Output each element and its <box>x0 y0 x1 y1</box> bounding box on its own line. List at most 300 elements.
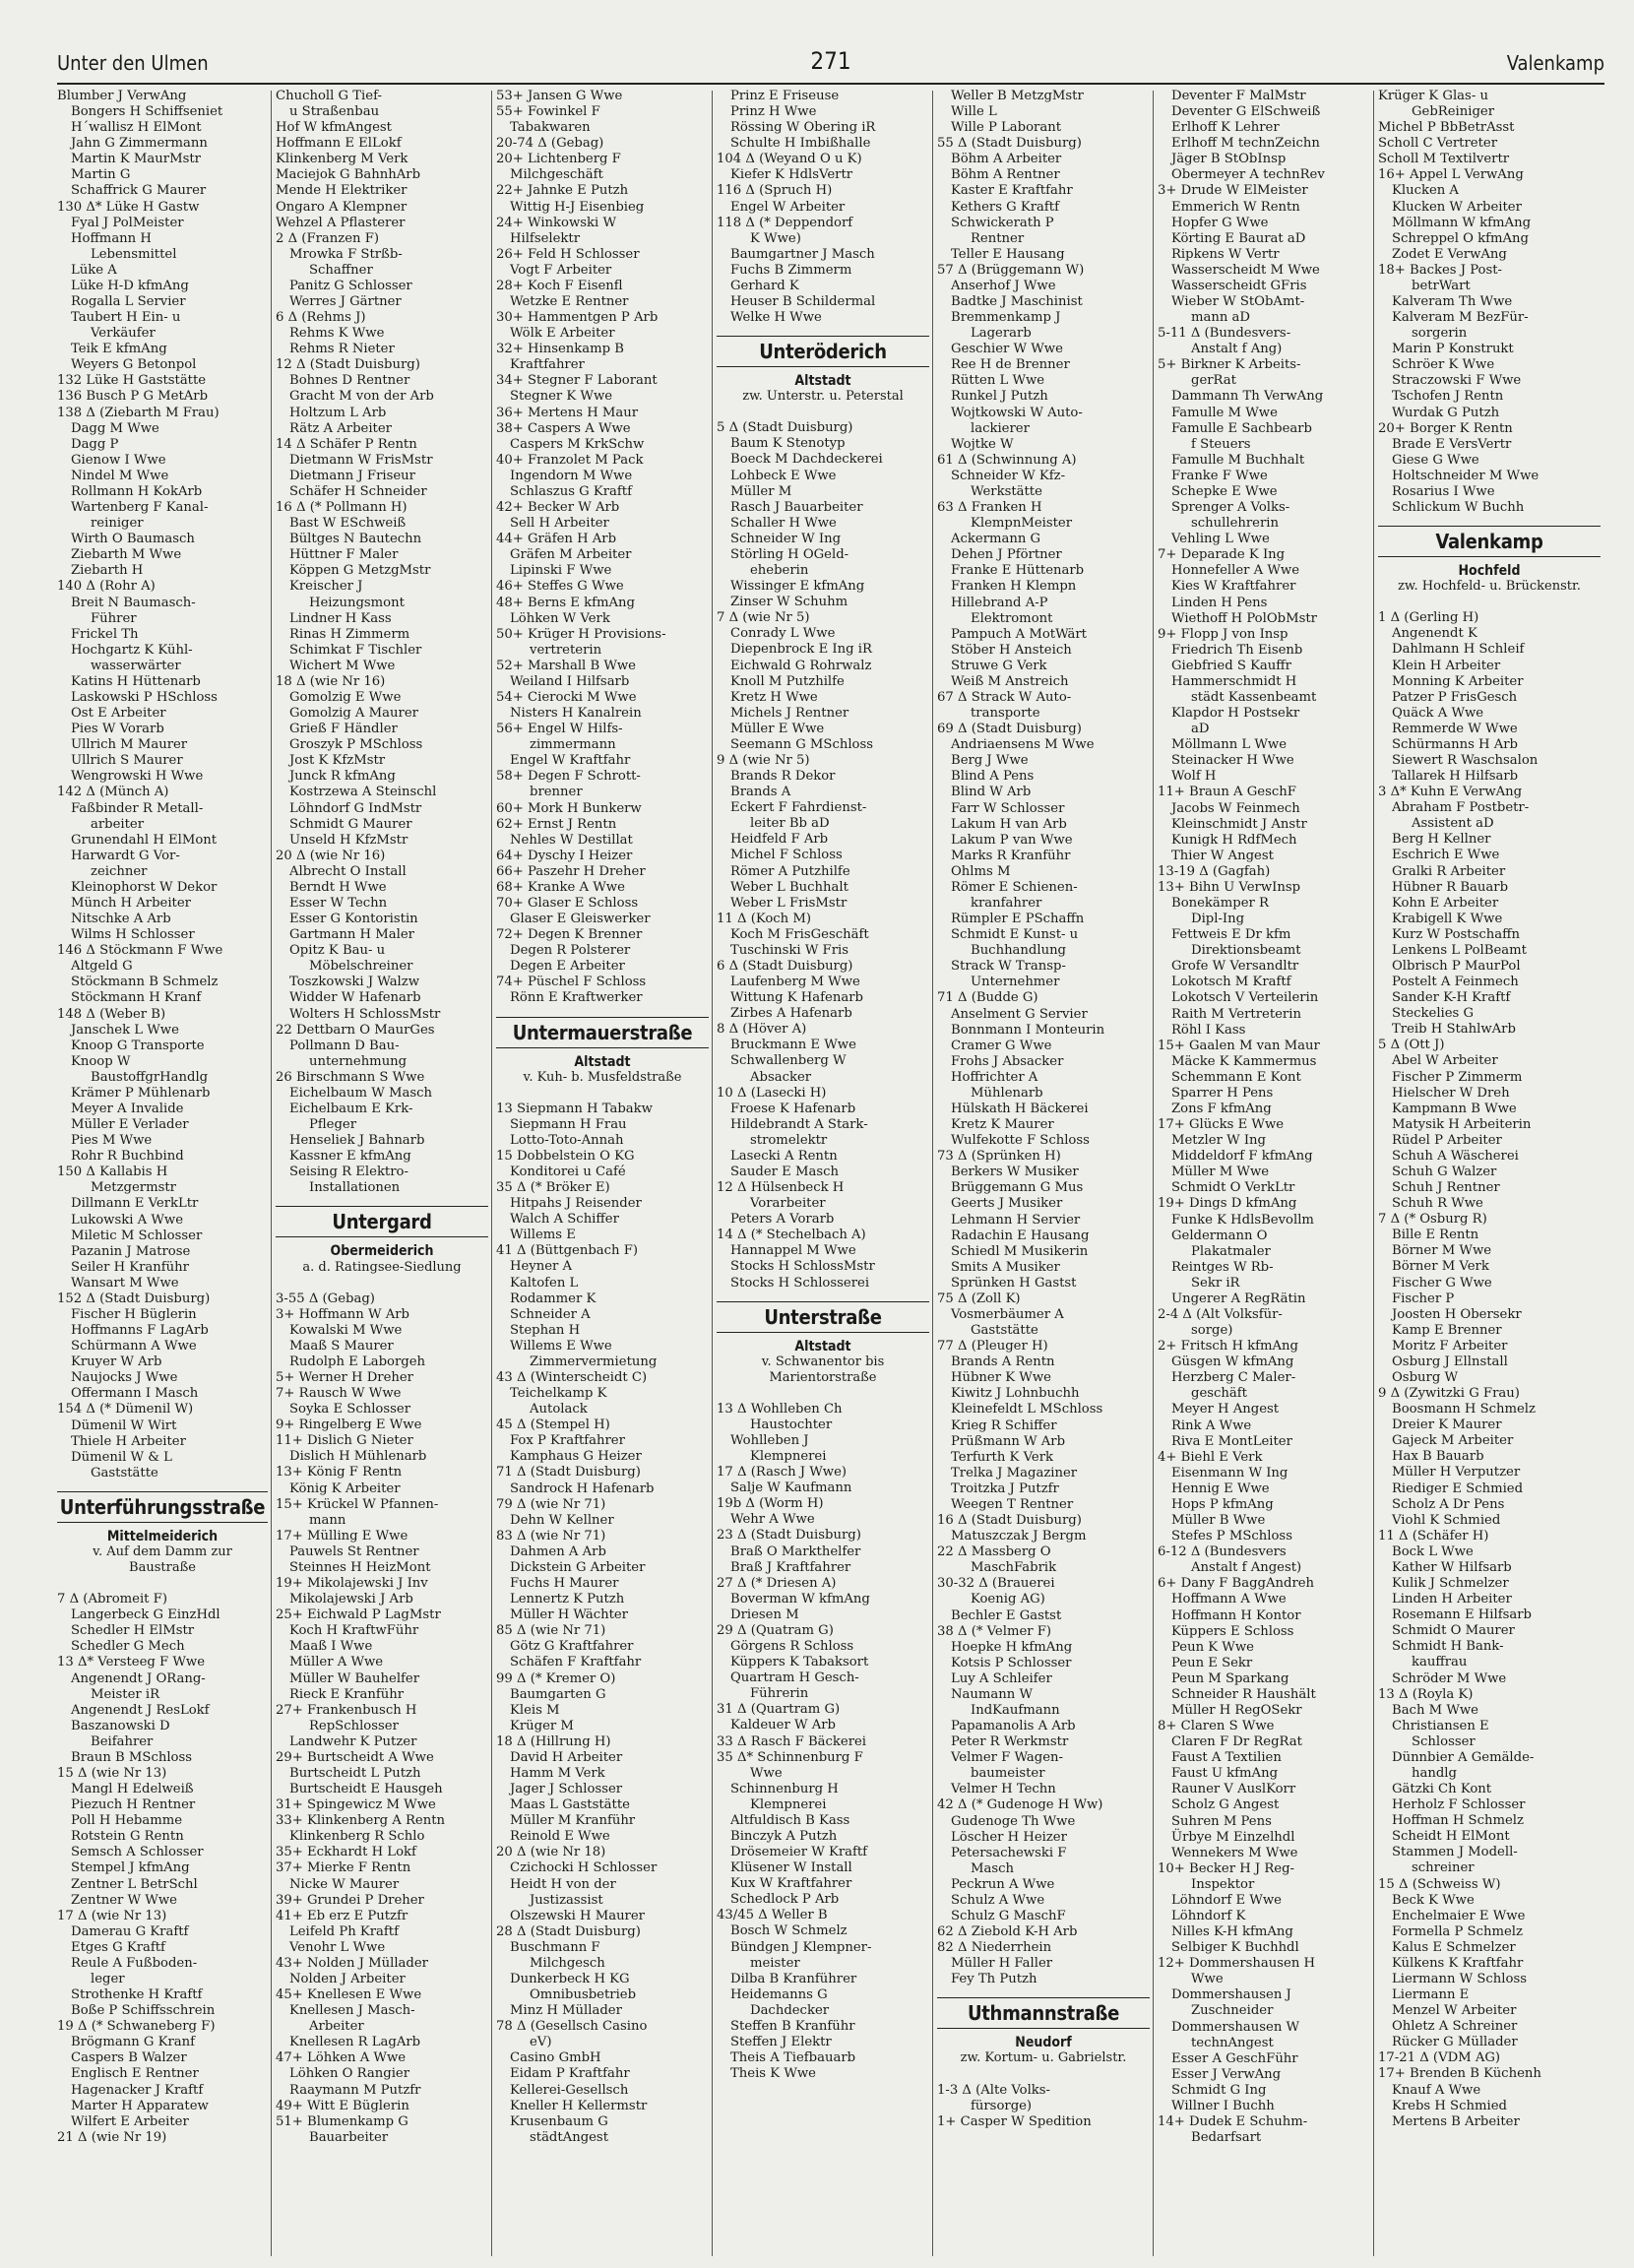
directory-entry: 13 Siepmann H Tabakw <box>496 1101 653 1116</box>
directory-entry: Schwallenberg W <box>730 1053 847 1069</box>
directory-entry: Koch H KraftwFühr <box>289 1623 419 1639</box>
directory-entry: Wissinger E kfmAng <box>730 579 865 595</box>
directory-entry: 19 Δ (* Schwaneberg F) <box>57 2019 216 2035</box>
directory-column <box>496 89 709 2260</box>
directory-entry: Justizassist <box>530 1892 603 1908</box>
directory-entry: Czichocki H Schlosser <box>510 1860 658 1876</box>
directory-entry: Dommershausen J <box>1171 1987 1291 2003</box>
street-heading: Unterstraße <box>717 1301 929 1333</box>
directory-entry: 1-3 Δ (Alte Volks- <box>937 2082 1051 2098</box>
directory-entry: Wojtkowski W Auto- <box>951 405 1083 420</box>
directory-entry: Berndt H Wwe <box>289 879 387 895</box>
street-location-line: zw. Unterstr. u. Peterstal <box>742 389 904 405</box>
directory-entry: Hoepke H kfmAng <box>951 1639 1073 1655</box>
directory-entry: Berkers W Musiker <box>951 1165 1079 1180</box>
directory-entry: Heidt H von der <box>510 1876 616 1892</box>
directory-entry: Jost K KfzMstr <box>289 753 386 769</box>
directory-entry: Ingendorn M Wwe <box>510 468 633 483</box>
directory-entry: Janschek L Wwe <box>71 1022 179 1038</box>
directory-entry: Franke F Wwe <box>1171 468 1268 483</box>
directory-entry: Eckert F Fahrdienst- <box>730 800 867 816</box>
directory-entry: leiter Bb aD <box>750 816 830 832</box>
directory-entry: Maciejok G BahnhArb <box>276 167 421 183</box>
directory-entry: Werres J Gärtner <box>289 294 402 310</box>
directory-entry: Mäcke K Kammermus <box>1171 1053 1317 1069</box>
directory-entry: Löhndorf G IndMstr <box>289 800 422 816</box>
directory-entry: Trelka J Magaziner <box>951 1465 1078 1480</box>
directory-entry: betrWart <box>1412 278 1471 293</box>
directory-entry: Bündgen J Klempner- <box>730 1939 872 1955</box>
directory-entry: Suhren M Pens <box>1171 1813 1272 1829</box>
directory-entry: Schmidt E Kunst- u <box>951 927 1079 943</box>
directory-entry: Knauf A Wwe <box>1392 2082 1481 2098</box>
directory-entry: Kneller H Kellermstr <box>510 2098 648 2113</box>
directory-entry: Struwe G Verk <box>951 658 1047 673</box>
column-divider <box>491 91 492 2256</box>
directory-entry: König K Arbeiter <box>289 1480 401 1496</box>
directory-entry: Steffen J Elektr <box>730 2034 832 2049</box>
directory-entry: Hof W kfmAngest <box>276 120 392 136</box>
directory-entry: Papamanolis A Arb <box>951 1719 1076 1734</box>
directory-entry: Boosmann H Schmelz <box>1392 1402 1536 1418</box>
directory-entry: Fuchs B Zimmerm <box>730 262 852 278</box>
directory-entry: Brands R Dekor <box>730 769 836 785</box>
directory-entry: 7 Δ (Abromeit F) <box>57 1592 167 1607</box>
street-location-line: Baustraße <box>129 1560 196 1576</box>
directory-entry: Bach M Wwe <box>1392 1702 1478 1718</box>
directory-entry: Burtscheidt E Hausgeh <box>289 1782 443 1797</box>
directory-entry: Anstalt f Angest) <box>1191 1560 1302 1576</box>
directory-entry: Obermeyer A technRev <box>1171 167 1325 183</box>
directory-entry: Eichelbaum E Krk- <box>289 1102 413 1116</box>
directory-entry: Prinz H Wwe <box>730 104 817 120</box>
column-divider <box>1153 91 1154 2256</box>
directory-entry: Zodet E VerwAng <box>1392 246 1507 262</box>
directory-entry: Gaststätte <box>91 1465 158 1480</box>
directory-entry: Schulte H Imbißhalle <box>730 136 871 152</box>
directory-entry: Schmidt H Bank- <box>1392 1639 1504 1655</box>
directory-entry: aD <box>1191 722 1210 737</box>
street-location-line: v. Auf dem Damm zur <box>93 1544 232 1559</box>
directory-entry: 51+ Blumenkamp G <box>276 2113 408 2129</box>
directory-entry: Quartram H Gesch- <box>730 1670 859 1686</box>
directory-entry: Peter R Werkmstr <box>951 1734 1069 1750</box>
directory-entry: Sprenger A Volks- <box>1171 500 1290 516</box>
directory-entry: Stöber H Ansteich <box>951 642 1072 658</box>
directory-entry: Gerhard K <box>730 278 799 293</box>
directory-entry: Löhken O Rangier <box>289 2066 410 2082</box>
directory-entry: Dilba B Kranführer <box>730 1971 857 1986</box>
directory-entry: Sauder E Masch <box>730 1165 839 1179</box>
directory-entry: Heyner A <box>510 1259 573 1275</box>
directory-entry: Müller H RegOSekr <box>1171 1702 1302 1718</box>
directory-entry: Theis A Tiefbauarb <box>730 2050 856 2066</box>
directory-entry: Junck R kfmAng <box>289 769 396 785</box>
directory-entry: 28 Δ (Stadt Duisburg) <box>496 1923 641 1939</box>
directory-entry: RepSchlosser <box>309 1718 399 1733</box>
directory-entry: Knoop W <box>71 1053 131 1069</box>
directory-entry: Wartenberg F Kanal- <box>71 500 209 516</box>
directory-entry: Schmidt O Maurer <box>1392 1623 1515 1639</box>
directory-entry: zeichner <box>91 863 148 879</box>
directory-entry: Eidam P Kraftfahr <box>510 2066 630 2082</box>
directory-entry: Kulik J Schmelzer <box>1392 1576 1509 1592</box>
directory-entry: 35 Δ* Schinnenburg F <box>717 1749 863 1765</box>
directory-entry: 67 Δ Strack W Auto- <box>937 689 1072 705</box>
directory-entry: Heuser B Schildermal <box>730 294 876 310</box>
directory-entry: Hübner K Wwe <box>951 1370 1051 1386</box>
directory-entry: Groszyk P MSchloss <box>289 737 423 753</box>
directory-entry: Selbiger K Buchhdl <box>1171 1940 1299 1956</box>
directory-entry: Gaststätte <box>971 1323 1038 1339</box>
directory-entry: Knellesen J Masch- <box>289 2003 415 2019</box>
directory-entry: Sprünken H Gastst <box>951 1275 1077 1291</box>
directory-entry: Kamphaus G Heizer <box>510 1449 642 1465</box>
directory-entry: Ripkens W Vertr <box>1171 246 1280 262</box>
directory-entry: mann aD <box>1191 310 1250 326</box>
directory-entry: 56+ Engel W Hilfs- <box>496 722 623 737</box>
directory-entry: Verkäufer <box>91 326 156 342</box>
directory-entry: Tabakwaren <box>510 120 591 136</box>
directory-entry: Pauwels St Rentner <box>289 1544 419 1559</box>
directory-entry: Rücker G Müllader <box>1392 2035 1518 2050</box>
directory-entry: Kiefer K HdlsVertr <box>730 167 853 183</box>
column-divider <box>1373 91 1374 2256</box>
directory-entry: Thier W Angest <box>1171 848 1274 863</box>
directory-entry: Willner I Buchh <box>1171 2098 1275 2113</box>
directory-entry: KlempnMeister <box>971 516 1073 532</box>
directory-entry: Unternehmer <box>971 975 1060 990</box>
directory-entry: Rümpler E PSchaffn <box>951 912 1085 927</box>
directory-entry: Strack W Transp- <box>951 959 1066 975</box>
directory-entry: Schürmann A Wwe <box>71 1339 197 1354</box>
directory-entry: 15 Δ (Schweiss W) <box>1378 1876 1501 1892</box>
directory-entry: 19+ Mikolajewski J Inv <box>276 1576 428 1592</box>
directory-entry: Braß J Kraftfahrer <box>730 1559 851 1575</box>
directory-entry: Berg H Kellner <box>1392 832 1491 848</box>
directory-entry: Omnibusbetrieb <box>530 1987 637 2003</box>
directory-entry: Schneider W Ing <box>730 531 842 546</box>
directory-entry: Grofe W Versandltr <box>1171 959 1299 975</box>
directory-entry: 18 Δ (Hillrung H) <box>496 1733 611 1749</box>
directory-entry: Velmer H Techn <box>951 1782 1056 1797</box>
directory-entry: Steinacker H Wwe <box>1171 753 1294 769</box>
directory-entry: lackierer <box>971 420 1030 436</box>
directory-entry: 36+ Mertens H Maur <box>496 405 639 420</box>
directory-entry: Terfurth K Verk <box>951 1449 1053 1465</box>
directory-entry: Bongers H Schiffseniet <box>71 104 223 120</box>
directory-entry: Gräfen M Arbeiter <box>510 547 632 563</box>
directory-entry: 73 Δ (Sprünken H) <box>937 1149 1061 1165</box>
directory-entry: schreiner <box>1412 1860 1475 1876</box>
directory-entry: 8+ Claren S Wwe <box>1158 1719 1275 1734</box>
directory-column <box>57 89 268 2260</box>
street-heading: Untergard <box>276 1206 488 1237</box>
directory-entry: Hübner R Bauarb <box>1392 879 1509 895</box>
directory-entry: 146 Δ Stöckmann F Wwe <box>57 943 223 959</box>
directory-entry: Frohs J Absacker <box>951 1053 1064 1069</box>
directory-entry: Esser J VerwAng <box>1171 2066 1282 2082</box>
directory-entry: 75 Δ (Zoll K) <box>937 1291 1021 1306</box>
directory-entry: mann <box>309 1512 346 1528</box>
directory-entry: städt Kassenbeamt <box>1191 689 1317 705</box>
directory-entry: Mende H Elektriker <box>276 183 408 199</box>
directory-entry: Raith M Vertreterin <box>1171 1006 1301 1022</box>
directory-entry: Boverman W kfmAng <box>730 1591 870 1606</box>
directory-entry: Beck K Wwe <box>1392 1892 1475 1908</box>
directory-entry: Zirbes A Hafenarb <box>730 1006 852 1022</box>
directory-entry: Poll H Hebamme <box>71 1813 183 1829</box>
directory-column <box>1378 89 1601 2260</box>
directory-entry: 6 Δ (Stadt Duisburg) <box>717 958 853 974</box>
directory-entry: 33+ Klinkenberg A Rentn <box>276 1813 446 1829</box>
directory-entry: Sell H Arbeiter <box>510 516 609 532</box>
directory-entry: Stocks H Schlosserei <box>730 1275 870 1291</box>
directory-entry: Olbrisch P MaurPol <box>1392 958 1521 974</box>
directory-entry: Radachin E Hausang <box>951 1228 1090 1243</box>
directory-entry: Abraham F Postbetr- <box>1392 800 1530 816</box>
directory-entry: Kleinophorst W Dekor <box>71 879 218 895</box>
directory-entry: Installationen <box>309 1180 401 1196</box>
directory-entry: Conrady L Wwe <box>730 626 836 642</box>
directory-entry: Erlhoff M technZeichn <box>1171 136 1320 152</box>
directory-entry: 22+ Jahnke E Putzh <box>496 183 629 199</box>
directory-entry: Chucholl G Tief- <box>276 89 382 103</box>
directory-entry: Möllmann L Wwe <box>1171 737 1288 753</box>
directory-entry: Kaltofen L <box>510 1275 579 1291</box>
directory-entry: Rätz A Arbeiter <box>289 420 392 436</box>
directory-entry: Wulfekotte F Schloss <box>951 1133 1090 1149</box>
directory-entry: 6 Δ (Rehms J) <box>276 310 366 326</box>
directory-entry: Meyer H Angest <box>1171 1402 1280 1418</box>
directory-column <box>276 89 488 2260</box>
directory-entry: Pfleger <box>309 1117 357 1133</box>
directory-entry: Drösemeier W Kraftf <box>730 1845 868 1860</box>
directory-entry: Ullrich M Maurer <box>71 737 188 753</box>
directory-entry: 64+ Dyschy I Heizer <box>496 848 633 863</box>
directory-entry: 5+ Birkner K Arbeits- <box>1158 357 1301 373</box>
directory-entry: 4+ Biehl E Verk <box>1158 1449 1263 1465</box>
directory-entry: Hoffrichter A <box>951 1069 1038 1085</box>
directory-entry: Kleis M <box>510 1702 560 1718</box>
directory-entry: Möbelschreiner <box>309 959 413 975</box>
directory-entry: 82 Δ Niederrhein <box>937 1940 1052 1956</box>
directory-entry: Matuszczak J Bergm <box>951 1529 1087 1544</box>
directory-entry: Nindel M Wwe <box>71 468 169 483</box>
directory-entry: 5 Δ (Stadt Duisburg) <box>717 420 853 436</box>
directory-entry: Külkens K Kraftfahr <box>1392 1955 1524 1971</box>
directory-entry: 2+ Fritsch H kfmAng <box>1158 1339 1298 1354</box>
directory-entry: GebReiniger <box>1412 104 1494 120</box>
directory-entry: H´wallisz H ElMont <box>71 120 202 136</box>
directory-entry: Zentner W Wwe <box>71 1892 177 1908</box>
directory-entry: Kunigk H RdfMech <box>1171 832 1297 848</box>
directory-entry: Claren F Dr RegRat <box>1171 1734 1302 1750</box>
directory-entry: Kaldeuer W Arb <box>730 1718 836 1733</box>
directory-entry: Nilles K-H kfmAng <box>1171 1924 1293 1940</box>
directory-column <box>937 89 1150 2260</box>
directory-entry: Pazanin J Matrose <box>71 1243 191 1259</box>
directory-entry: 13 Δ (Royla K) <box>1378 1686 1474 1702</box>
directory-entry: Stephan H <box>510 1322 581 1338</box>
directory-entry: arbeiter <box>91 816 145 832</box>
directory-entry: Hoffmann E ElLokf <box>276 136 402 152</box>
directory-entry: Casino GmbH <box>510 2050 601 2066</box>
directory-entry: Hillebrand A-P <box>951 595 1048 610</box>
directory-entry: 8 Δ (Höver A) <box>717 1022 807 1038</box>
directory-entry: BaustoffgrHandlg <box>91 1069 209 1085</box>
directory-entry: Buschmann F <box>510 1939 600 1955</box>
directory-entry: Hoffman H Schmelz <box>1392 1813 1524 1829</box>
directory-entry: Widder W Hafenarb <box>289 990 421 1006</box>
directory-entry: Kraftfahrer <box>510 357 585 373</box>
directory-entry: Lagerarb <box>971 326 1032 342</box>
directory-entry: Schiedl M Musikerin <box>951 1243 1089 1259</box>
directory-entry: Ürbye M Einzelhdl <box>1171 1829 1295 1845</box>
directory-entry: Koenig AG) <box>971 1592 1045 1607</box>
directory-entry: Wille P Laborant <box>951 120 1061 136</box>
directory-entry: Brögmann G Kranf <box>71 2035 196 2050</box>
directory-entry: Herholz F Schlosser <box>1392 1797 1526 1813</box>
directory-entry: Wennekers M Wwe <box>1171 1845 1298 1860</box>
directory-entry: Miletic M Schlosser <box>71 1228 203 1243</box>
directory-entry: 7 Δ (wie Nr 5) <box>717 610 810 626</box>
directory-entry: Braun B MSchloss <box>71 1749 193 1765</box>
directory-entry: Schedlock P Arb <box>730 1892 840 1908</box>
directory-entry: Schulz A Wwe <box>951 1892 1045 1908</box>
directory-entry: Linden H Arbeiter <box>1392 1592 1512 1607</box>
directory-entry: Lüke H-D kfmAng <box>71 278 189 293</box>
directory-entry: Petersachewski F <box>951 1845 1067 1860</box>
directory-entry: Dünnbier A Gemälde- <box>1392 1749 1535 1765</box>
directory-entry: Michels J Rentner <box>730 705 849 721</box>
district-name: Hochfeld <box>1458 563 1521 580</box>
directory-entry: Müller W Bauhelfer <box>289 1670 420 1686</box>
directory-entry: Stocks H SchlossMstr <box>730 1259 875 1275</box>
directory-entry: Hielscher W Dreh <box>1392 1085 1510 1101</box>
directory-entry: Scholz A Dr Pens <box>1392 1496 1505 1512</box>
directory-entry: 43 Δ (Winterscheidt C) <box>496 1370 648 1386</box>
directory-entry: Opitz K Bau- u <box>289 943 386 959</box>
directory-entry: Quäck A Wwe <box>1392 705 1484 721</box>
directory-entry: 17+ Brenden B Küchenh <box>1378 2066 1541 2082</box>
directory-entry: Glaser E Gleiswerker <box>510 912 651 927</box>
directory-entry: Marin P Konstrukt <box>1392 342 1514 357</box>
directory-entry: Rudolph E Laborgeh <box>289 1354 426 1369</box>
directory-entry: Fischer H Büglerin <box>71 1307 197 1323</box>
directory-entry: Görgens R Schloss <box>730 1639 854 1655</box>
directory-entry: Bock L Wwe <box>1392 1544 1474 1559</box>
street-location-line: v. Schwanentor bis <box>761 1354 885 1369</box>
directory-entry: fürsorge) <box>971 2098 1033 2113</box>
directory-entry: Stempel J kfmAng <box>71 1860 190 1876</box>
directory-entry: Bechler E Gastst <box>951 1607 1062 1623</box>
directory-entry: Hochgartz K Kühl- <box>71 642 193 658</box>
directory-entry: Ungerer A RegRätin <box>1171 1291 1306 1306</box>
directory-entry: Wolters H SchlossMstr <box>289 1006 441 1022</box>
directory-entry: Milchgeschäft <box>510 167 603 183</box>
directory-entry: Münch H Arbeiter <box>71 895 191 911</box>
directory-entry: 22 Δ Massberg O <box>937 1544 1051 1560</box>
directory-entry: Wasserscheidt GFris <box>1171 278 1307 293</box>
district-name: Neudorf <box>1015 2035 1072 2051</box>
directory-entry: Laskowski P HSchloss <box>71 689 218 705</box>
directory-entry: Assistent aD <box>1412 816 1494 832</box>
directory-entry: Autolack <box>530 1402 588 1418</box>
directory-entry: Gienow I Wwe <box>71 452 166 468</box>
directory-entry: Stegner K Wwe <box>510 389 613 405</box>
directory-entry: Hannappel M Wwe <box>730 1243 856 1259</box>
directory-entry: 16 Δ (Stadt Duisburg) <box>937 1513 1082 1529</box>
directory-entry: Fettweis E Dr kfm <box>1171 927 1291 943</box>
directory-entry: Müller B Wwe <box>1171 1513 1266 1529</box>
directory-entry: Krebs H Schmied <box>1392 2098 1507 2113</box>
directory-entry: Moritz F Arbeiter <box>1392 1338 1508 1354</box>
directory-entry: Lakum P van Wwe <box>951 832 1073 848</box>
directory-entry: Altfuldisch B Kass <box>730 1812 850 1828</box>
directory-entry: Löhndorf K <box>1171 1908 1246 1923</box>
directory-entry: Schwickerath P <box>951 215 1054 230</box>
directory-entry: Straczowski F Wwe <box>1392 373 1522 389</box>
directory-entry: Führerin <box>750 1686 809 1702</box>
directory-entry: Rentner <box>971 230 1025 246</box>
directory-entry: 132 Lüke H Gaststätte <box>57 373 207 389</box>
directory-entry: 10 Δ (Lasecki H) <box>717 1085 827 1101</box>
directory-entry: Stefes P MSchloss <box>1171 1529 1292 1544</box>
directory-entry: 11 Δ (Schäfer H) <box>1378 1528 1489 1544</box>
street-heading: Unterführungsstraße <box>57 1491 268 1523</box>
directory-entry: Herzberg C Maler- <box>1171 1370 1296 1386</box>
directory-entry: Engel W Arbeiter <box>730 199 846 215</box>
directory-entry: Formella P Schmelz <box>1392 1923 1523 1939</box>
directory-entry: Dagg P <box>71 436 119 452</box>
directory-entry: 45+ Knellesen E Wwe <box>276 1987 422 2003</box>
directory-entry: Grunendahl H ElMont <box>71 832 218 848</box>
directory-entry: Lohbeck E Wwe <box>730 468 837 483</box>
directory-entry: 23 Δ (Stadt Duisburg) <box>717 1528 861 1544</box>
directory-entry: Seiler H Kranführ <box>71 1259 189 1275</box>
directory-entry: Wölk E Arbeiter <box>510 326 615 342</box>
directory-entry: Schäfer H Schneider <box>289 483 427 499</box>
directory-entry: Teik E kfmAng <box>71 342 167 357</box>
directory-entry: Löscher H Heizer <box>951 1829 1067 1845</box>
directory-entry: Welke H Wwe <box>730 310 822 326</box>
directory-entry: u Straßenbau <box>289 104 380 120</box>
directory-entry: Vehling L Wwe <box>1171 532 1270 547</box>
directory-entry: 11+ Braun A GeschF <box>1158 785 1296 800</box>
directory-entry: Meister iR <box>91 1686 160 1702</box>
district-name: Altstadt <box>794 373 851 390</box>
directory-entry: 2 Δ (Franzen F) <box>276 230 379 246</box>
directory-entry: Dillmann E VerkLtr <box>71 1196 199 1212</box>
directory-entry: Kruyer W Arb <box>71 1354 162 1370</box>
directory-entry: Vosmerbäumer A <box>951 1307 1064 1323</box>
directory-entry: Theis K Wwe <box>730 2066 816 2082</box>
directory-entry: Lukowski A Wwe <box>71 1212 183 1228</box>
directory-entry: 55+ Fowinkel F <box>496 104 600 120</box>
directory-entry: Landwehr K Putzer <box>289 1733 417 1749</box>
directory-entry: Lotto-Toto-Annah <box>510 1132 624 1148</box>
directory-entry: Degen E Arbeiter <box>510 959 625 975</box>
directory-entry: geschäft <box>1191 1386 1247 1402</box>
directory-entry: Salje W Kaufmann <box>730 1480 852 1496</box>
directory-entry: Kiwitz J Lohnbuchh <box>951 1386 1080 1402</box>
directory-entry: Stöckmann B Schmelz <box>71 975 219 990</box>
district-name: Obermeiderich <box>330 1243 434 1260</box>
directory-entry: Esser G Kontoristin <box>289 912 418 927</box>
directory-entry: Wilms H Schlosser <box>71 927 195 943</box>
directory-entry: 118 Δ (* Deppendorf <box>717 215 853 230</box>
